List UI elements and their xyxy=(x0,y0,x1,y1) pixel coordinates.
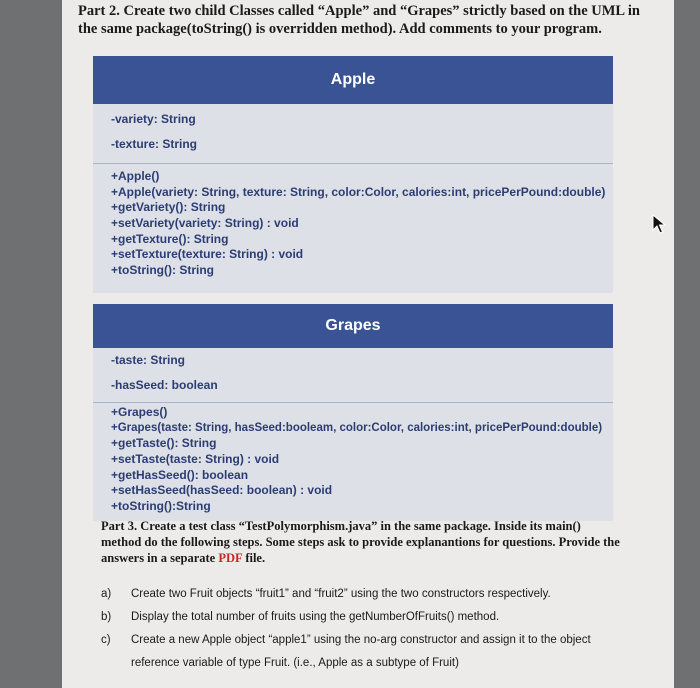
apple-uml-class xyxy=(93,56,613,293)
step-item xyxy=(101,606,621,629)
grapes-method: +getHasSeed(): boolean xyxy=(111,467,249,482)
part3-end: file. xyxy=(242,551,266,565)
step-text: Create two Fruit objects “fruit1” and “fruit2” using the two constructors respectively. xyxy=(131,588,551,600)
grapes-attribute: -taste: String xyxy=(111,353,186,367)
step-letter: b) xyxy=(101,611,112,623)
part3-label: Part 3. xyxy=(101,519,138,533)
apple-class-name: Apple xyxy=(93,56,613,104)
part3-text: Create a test class “TestPolymorphism.java” in the same package. Inside its main() method do the following steps. Some steps ask to provide explanantions for questions. Provide the answers in a separate xyxy=(101,519,620,565)
apple-attributes xyxy=(93,104,613,164)
apple-method: +getTexture(): String xyxy=(111,231,229,246)
part3-heading xyxy=(101,518,621,566)
grapes-method: +Grapes() xyxy=(111,405,168,419)
grapes-uml-class xyxy=(93,304,613,521)
apple-method: +Apple(variety: String, texture: String, color:Color, calories:int, pricePerPound:double) xyxy=(111,184,606,199)
grapes-class-name: Grapes xyxy=(93,304,613,348)
apple-method: +getVariety(): String xyxy=(111,200,226,215)
part2-text: Create two child Classes called “Apple” and “Grapes” strictly based on the UML in the same package(toString() is overridden method). Add comments to your program. xyxy=(78,3,640,37)
grapes-method: +Grapes(taste: String, hasSeed:booleam, color:Color, calories:int, pricePerPound:double) xyxy=(111,421,603,434)
step-item xyxy=(101,583,621,606)
apple-method: +setTexture(texture: String) : void xyxy=(111,247,304,262)
step-letter: a) xyxy=(101,588,112,600)
step-text: Create a new Apple object “apple1” using the no-arg constructor and assign it to the object xyxy=(131,634,591,646)
apple-method: +toString(): String xyxy=(111,263,214,278)
grapes-method: +setHasSeed(hasSeed: boolean) : void xyxy=(111,483,333,498)
grapes-attribute: -hasSeed: boolean xyxy=(111,378,218,392)
step-letter: c) xyxy=(101,634,111,646)
grapes-method: +setTaste(taste: String) : void xyxy=(111,452,280,467)
part2-heading xyxy=(78,2,658,38)
step-text: Display the total number of fruits using the getNumberOfFruits() method. xyxy=(131,611,500,623)
grapes-method: +getTaste(): String xyxy=(111,436,217,451)
grapes-attributes xyxy=(93,348,613,403)
mouse-cursor-icon xyxy=(652,214,666,234)
apple-methods xyxy=(93,164,613,293)
apple-attribute: -texture: String xyxy=(111,137,198,151)
pdf-word: PDF xyxy=(218,551,243,565)
grapes-method: +toString():String xyxy=(111,499,211,514)
apple-method: +Apple() xyxy=(111,169,160,183)
apple-attribute: -variety: String xyxy=(111,112,196,126)
grapes-methods xyxy=(93,403,613,521)
steps-list xyxy=(101,583,621,669)
part2-label: Part 2. xyxy=(78,3,120,19)
step-item xyxy=(101,629,621,669)
step-text-continued: reference variable of type Fruit. (i.e., Apple as a subtype of Fruit) xyxy=(131,657,459,669)
apple-method: +setVariety(variety: String) : void xyxy=(111,216,299,231)
